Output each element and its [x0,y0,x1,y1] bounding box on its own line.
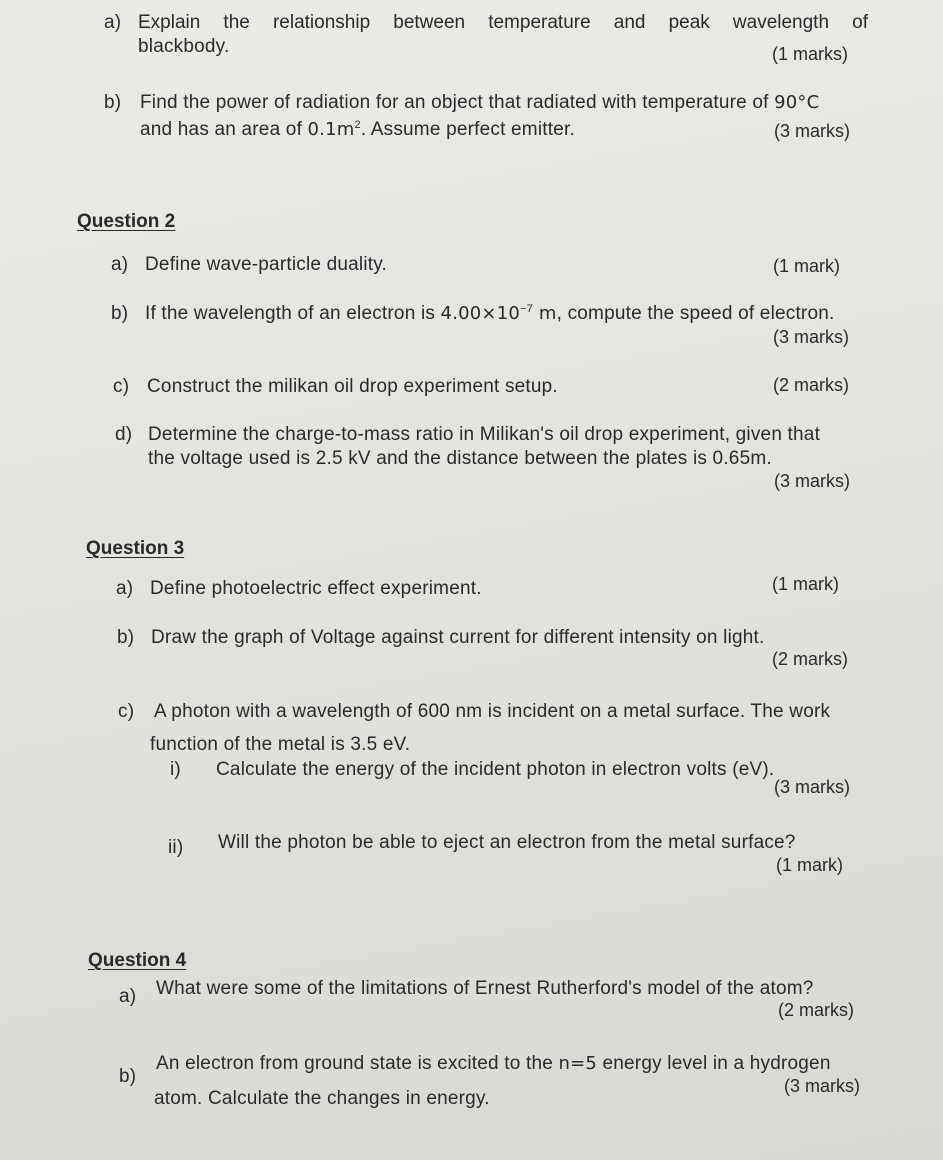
q4-a-text: What were some of the limitations of Ernest Rutherford's model of the atom? [156,978,814,999]
part1-b-marks: (3 marks) [774,121,850,141]
part1-b-line1-text: Find the power of radiation for an object that radiated with temperature of [140,92,775,113]
q2-c-text: Construct the milikan oil drop experiment setup. [147,376,558,397]
part1-a-marks: (1 marks) [772,44,848,64]
q2-b-text-start: If the wavelength of an electron is [145,303,441,324]
q4-a-marks: (2 marks) [778,1000,854,1020]
q4-b-line1-text: An electron from ground state is excited to the [156,1053,559,1074]
q4-a-letter: a) [119,986,137,1007]
q2-c-letter: c) [113,376,130,397]
part1-b-temperature: 90°C [774,92,820,113]
q3-c-i-text: Calculate the energy of the incident photon in electron volts (eV). [216,759,775,780]
q2-b-wavelength-exponent: −7 [520,303,533,315]
part1-a-line1: Explain the relationship between temperature and peak wavelength of [138,12,868,33]
q3-c-line2: function of the metal is 3.5 eV. [150,734,411,755]
q2-a-letter: a) [111,254,129,275]
q2-d-marks: (3 marks) [774,471,850,491]
q4-b-line2: atom. Calculate the changes in energy. [154,1088,490,1109]
q2-b-marks: (3 marks) [773,327,849,347]
part1-b-letter: b) [104,92,122,113]
q3-a-letter: a) [116,578,134,599]
q4-b-letter: b) [119,1066,137,1087]
q3-b-text: Draw the graph of Voltage against current for different intensity on light. [151,627,765,648]
q4-b-marks: (3 marks) [784,1076,860,1096]
q2-d-letter: d) [115,424,133,445]
q2-b-text [145,303,834,325]
q2-b-wavelength-unit: m [532,303,557,324]
question-3-heading: Question 3 [86,538,185,559]
q2-a-marks: (1 mark) [773,256,840,276]
part1-a-letter: a) [104,12,122,33]
q2-c-marks: (2 marks) [773,375,849,395]
q3-a-text: Define photoelectric effect experiment. [150,578,482,599]
q4-b-line1-end: energy level in a hydrogen [597,1053,831,1074]
q3-c-line1: A photon with a wavelength of 600 nm is incident on a metal surface. The work [154,701,831,722]
q3-b-marks: (2 marks) [772,649,848,669]
q3-c-ii-letter: ii) [168,837,184,858]
part1-b-line1 [140,92,819,114]
q3-c-i-letter: i) [170,759,181,780]
q3-c-i-marks: (3 marks) [774,777,850,797]
q4-b-line1 [156,1053,831,1075]
q3-c-ii-text: Will the photon be able to eject an electron from the metal surface? [218,832,796,853]
part1-b-line2-text: and has an area of [140,119,308,140]
q2-b-wavelength: 4.00×10 [440,303,521,324]
question-2-heading: Question 2 [77,211,176,232]
q2-b-text-end: , compute the speed of electron. [556,303,835,324]
q3-a-marks: (1 mark) [772,574,839,594]
part1-b-line2-end: . Assume perfect emitter. [360,119,575,140]
q2-b-letter: b) [111,303,129,324]
part1-b-area-exponent: 2 [354,119,361,131]
q4-b-energy-level: n=5 [558,1053,598,1074]
q3-c-ii-marks: (1 mark) [776,855,843,875]
question-4-heading: Question 4 [88,950,187,971]
q3-c-letter: c) [118,701,135,722]
q2-d-line1: Determine the charge-to-mass ratio in Milikan's oil drop experiment, given that [148,424,821,445]
part1-b-area: 0.1m [307,119,355,140]
q2-a-text: Define wave-particle duality. [145,254,388,275]
part1-b-line2 [140,119,575,141]
part1-a-line2: blackbody. [138,36,230,57]
q3-b-letter: b) [117,627,135,648]
q2-d-line2: the voltage used is 2.5 kV and the distance between the plates is 0.65m. [148,448,772,469]
